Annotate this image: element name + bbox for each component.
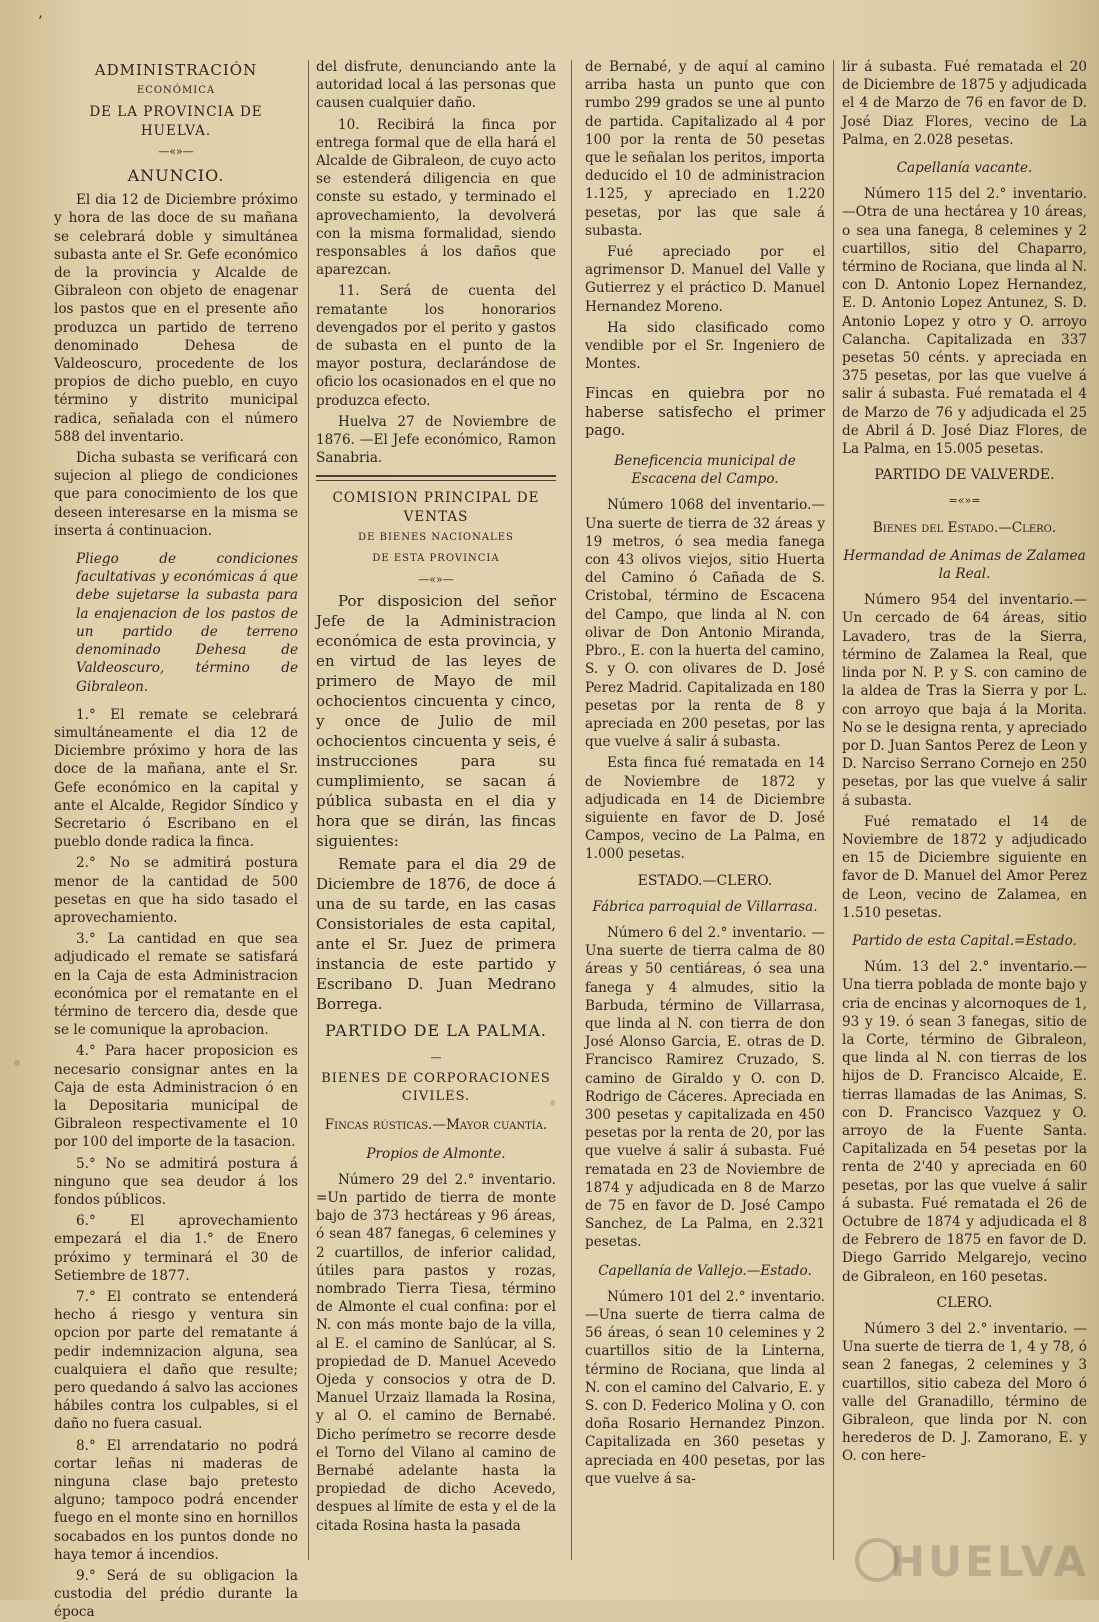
admin-subtitle: ECONÓMICA [136,85,216,97]
paragraph: El dia 12 de Diciembre próximo y hora de las doce de su mañana se celebrará doble y simultánea subasta ante el Sr. Gefe económico de la provincia y Alcalde de Gibraleon con objeto de enagenar los pastos que en el presente año produzca un partido de terreno denominado Dehesa de Valdeoscuro, procedente de los propios de dicho pueblo, en cuyo término y distrito municipal radica, señalada con el número 588 del inventario. [54,192,298,445]
condition: 2.° No se admitirá postura menor de la cantidad de 500 pesetas en que ha sido tasado el aprovechamiento. [54,855,298,926]
comision-subheading: DE ESTA PROVINCIA [372,553,500,565]
partido-heading: PARTIDO DE LA PALMA. [325,1021,547,1041]
paragraph: Esta finca fué rematada en 14 de Noviembre de 1872 y adjudicada en 14 de Diciembre siguiente en favor de D. José Campos, vecino de La Palma, en 1.000 pesetas. [585,755,825,863]
pliego-heading: Pliego de condiciones facultativas y económicas á que debe sujetarse la subasta para la enajenacion de los pastos de un partido de terreno denominado Dehesa de Valdeoscuro, término de Gibraleon. [76,551,298,695]
condition: 5.° No se admitirá postura á ninguno que sea deudor á los fondos públicos. [54,1155,298,1208]
watermark: HUELVA [889,1537,1089,1586]
admin-title: ADMINISTRACIÓN [94,61,258,79]
comision-subheading: DE BIENES NACIONALES [358,531,514,543]
signature: Huelva 27 de Noviembre de 1876. —El Jefe económico, Ramon Sanabria. [316,413,556,467]
ornament: —«»— [418,573,454,587]
hermandad-heading: Hermandad de Animas de Zalamea la Real. [843,547,1086,583]
ornament: —«»— [158,144,194,158]
vacante-heading: Capellanía vacante. [896,160,1033,177]
paragraph: Por disposicion del señor Jefe de la Administracion económica de esta provincia, y en virtud de las leyes de primero de Mayo de mil ochocientos cincuenta y cinco, y once de Julio de mil ochocientos cincuenta y seis, é instrucciones para su cumplimiento, se sacan á pública subasta en el dia y hora que se dirán, las fincas siguientes: [316,592,556,851]
paragraph: Ha sido clasificado como vendible por el Sr. Ingeniero de Montes. [585,319,825,373]
condition: 8.° El arrendatario no podrá cortar leñas ni maderas de ninguna clase bajo pretesto alguno; tampoco podrá encender fuego en el monte sino en hornillos socabados en los puntos donde no haya temor á incendios. [54,1437,298,1563]
paragraph: Número 101 del 2.° inventario.—Una suerte de tierra calma de 56 áreas, ó sean 10 celemines y 2 cuartillos sitio de la Linterna, término de Rociana, que linda al N. con el camino del Calvario, E. y S. con D. Federico Molina y O. con doña Rosario Hernandez Pinzon. Capitalizada en 360 pesetas y apreciada en 400 pesetas, por las que vuelve á sa- [585,1288,825,1487]
condition: 7.° El contrato se entenderá hecho á riesgo y ventura sin opcion por parte del rematante á pedir indemnizacion alguna, sea cualquiera el daño que resulte; pero quedando á salvo las acciones hábiles contra los culpables, si el daño no fuera casual. [54,1289,298,1433]
admin-province: DE LA PROVINCIA DE HUELVA. [89,104,263,139]
condition: 11. Será de cuenta del rematante los honorarios devengados por el perito y gastos de subasta en el punto de la mayor postura, declarándose de oficio los ocasionados en el que no produzca efecto. [316,283,556,409]
paragraph: Número 954 del inventario.— Un cercado de 64 áreas, sitio Lavadero, tras de la Sierra, término de Zalamea la Real, que linda por N. P. y S. con camino de la aldea de Tras la Sierra y por L. con arroyo que baja á la Morita. No se le designa renta, y apreciado por D. Juan Santos Perez de Leon y D. Narciso Serrano Cornejo en 250 pesetas, por las que vuelve á salir á subasta. [842,592,1087,809]
column-divider [308,60,309,1560]
dash: — [430,1050,442,1064]
capellania-heading: Capellanía de Vallejo.—Estado. [598,1262,812,1279]
clero-heading: CLERO. [936,1294,993,1311]
condition: 3.° La cantidad en que sea adjudicado el remate se satisfará en la Caja de esta Administracion económica por el rematante en el término de tercero dia, desde que se le comunique la aprobacion. [54,931,298,1039]
valverde-heading: PARTIDO DE VALVERDE. [874,467,1055,484]
paragraph: Número 29 del 2.° inventario. =Un partido de tierra de monte bajo de 373 hectáreas y 96 áreas, ó sean 487 fanegas, 6 celemines y 2 cuartillos, de inferior calidad, útiles para pastos y rozas, nombrado Tierra Tiesa, término de Almonte el cual confina: por el N. con más monte bajo de la villa, al E. el camino de Sanlúcar, al S. propiedad de D. Manuel Acevedo Ojeda y consocios y otra de D. Manuel Urzaiz llamada la Rosina, y al O. el camino de Bernabé. Dicho perímetro se recorre desde el Torno del Vilano al camino de Bernabé adelante hasta la propiedad de dicho Acevedo, despues al límite de esta y el de la citada Rosina hasta la pasada [316,1171,556,1534]
ink-spot [14,1060,20,1066]
propios-heading: Propios de Almonte. [366,1145,506,1162]
paragraph: Dicha subasta se verificará con sujecion al pliego de condiciones que para conocimiento de los que deseen interesarse en la misma se inserta á continuacion. [54,450,298,539]
fincas-heading: Fincas rústicas.—Mayor cuantía. [324,1117,548,1134]
anuncio-heading: ANUNCIO. [127,166,225,186]
column-4 [842,58,1087,1580]
paragraph: Fué apreciado por el agrimensor D. Manuel del Valle y Gutierrez y el práctico D. Manuel Hernandez Moreno. [585,244,825,315]
condition: 1.° El remate se celebrará simultáneamente el dia 12 de Diciembre próximo y hora de las doce de la mañana, ante el Sr. Gefe económico en la capital y ante el Alcalde, Regidor Síndico y Secretario ó Escribano en el pueblo donde radica la finca. [54,706,298,851]
capital-heading: Partido de esta Capital.=Estado. [852,932,1077,949]
paragraph: Núm. 13 del 2.° inventario.— Una tierra poblada de monte bajo y cria de encinas y alcornoques de 1, 93 y 19. ó sean 3 fanegas, sitio de la Corte, término de Gibraleon, que linda al N. con tierras de los hijos de D. Francisco Alcaide, E. tierras llamadas de las Animas, S. con D. Francisco Vazquez y O. arroyo de la Fuente Santa. Capitalizada en 54 pesetas por la renta de 2'40 y apreciada en 60 pesetas, por las que vuelve á salir á subasta. Fué rematada el 26 de Octubre de 1874 y adjudicada el 8 de Febrero de 1875 en favor de D. Diego Garrido Melgarejo, vecino de Gibraleon, en 160 pesetas. [842,959,1088,1285]
estado-heading: ESTADO.—CLERO. [637,872,773,889]
comision-heading: COMISION PRINCIPAL DE VENTAS [332,490,540,525]
paragraph: lir á subasta. Fué rematada el 20 de Diciembre de 1875 y adjudicada el 4 de Marzo de 76 en favor de D. José Diaz Flores, vecino de La Palma, en 2.028 pesetas. [842,59,1087,148]
quiebra-heading: Fincas en quiebra por no haberse satisfecho el primer pago. [585,386,825,439]
paragraph: Número 3 del 2.° inventario. —Una suerte de tierra de 1, 4 y 78, ó sean 2 fanegas, 2 celemines y 3 cuartillos, sitio cabeza del Moro ó valle del Granadillo, término de Gibraleon, que linda por N. con herederos de D. J. Zamorano, E. y O. con here- [842,1321,1087,1465]
bienes-heading: Bienes del Estado.—Clero. [872,519,1057,536]
column-divider [833,60,834,1560]
column-divider [571,60,572,1560]
beneficencia-heading: Beneficencia municipal de Escacena del Campo. [614,453,796,488]
column-1 [54,58,298,1621]
condition: 10. Recibirá la finca por entrega formal que de ella hará el Alcalde de Gibraleon, de cuyo acto se estenderá diligencia en que conste su estado, y terminado el aprovechamiento, la devolverá con la misma formalidad, siendo responsables á los daños que aparezcan. [316,116,556,279]
paragraph: Fué rematado el 14 de Noviembre de 1872 y adjudicado en 15 de Diciembre siguiente en favor de D. Manuel del Amor Perez de Leon, vecino de Zalamea, en 1.510 pesetas. [842,813,1087,921]
column-2 [316,58,556,1580]
paragraph: de Bernabé, y de aquí al camino arriba hasta un punto que con rumbo 299 grados se une al punto de partida. Capitalizado al 4 por 100 por la renta de 50 pesetas que le señalan los peritos, importa deducido el 10 de administracion 1.125, y apreciado en 1.220 pesetas, por las que sale á subasta. [585,59,825,239]
section-rule [316,475,556,481]
paragraph: Número 1068 del inventario.— Una suerte de tierra de 32 áreas y 19 metros, ó sea media fanega con 43 olivos viejos, sitio Huerta del Camino ó Cañada de S. Cristobal, término de Escacena del Campo, que linda al N. con olivar de Don Antonio Miranda, Pbro., E. con la huerta del camino, S. y O. con olivares de D. José Perez Madrid. Capitalizada en 180 pesetas por la renta de 8 y apreciada en 200 pesetas, por las que vuelve á salir á subasta. [585,497,825,751]
condition: 9.° Será de su obligacion la custodia del prédio durante la época [54,1568,298,1621]
paragraph: del disfrute, denunciando ante la autoridad local á las personas que causen cualquier daño. [316,59,556,112]
paragraph: Número 6 del 2.° inventario. —Una suerte de tierra calma de 80 áreas y 50 centiáreas, ó sea una fanega y 4 almudes, sitio la Barbuda, término de Villarrasa, que linda al N. con tierra de don José Alonso Garcia, E. otras de D. Francisco Ramirez Cruzado, S. camino de Giraldo y O. con D. Rodrigo de Cáceres. Apreciada en 300 pesetas y capitalizada en 450 pesetas por la renta de 20, por las que vuelve á salir á subasta. Fué rematada en 23 de Noviembre de 1874 y adjudicada en 8 de Marzo de 75 en favor de D. José Campo Sanchez, de La Palma, en 2.321 pesetas. [585,924,825,1251]
bienes-heading: BIENES DE CORPORACIONES CIVILES. [321,1070,551,1105]
ornament: =«»= [948,494,981,508]
condition: 4.° Para hacer proposicion es necesario consignar antes en la Caja de esta Administracion ó en la Depositaria municipal de Gibraleon respectivamente el 10 por 100 del importe de la tasacion. [54,1043,298,1151]
paragraph: Número 115 del 2.° inventario. —Otra de una hectárea y 10 áreas, o sea una fanega, 8 celemines y 2 cuartillos, sitio del Chaparro, término de Rociana, que linda al N. con D. Antonio Lopez Hernandez, E. D. Antonio Lopez Antunez, S. D. Antonio Lopez y otro y O. arroyo Calancha. Capitalizada en 337 pesetas 50 cénts. y apreciada en 375 pesetas, por las que vuelve á salir á subasta. Fué rematada el 4 de Marzo de 76 y adjudicada el 25 de Abril á D. José Diaz Flores, de La Palma, en 15.005 pesetas. [842,186,1087,458]
condition: 6.° El aprovechamiento empezará el dia 1.° de Enero próximo y terminará el 30 de Setiembre de 1877. [54,1213,298,1284]
paragraph: Remate para el dia 29 de Diciembre de 1876, de doce á una de su tarde, en las casas Consistoriales de esta capital, ante el Sr. Juez de primera instancia de este partido y Escribano D. Juan Medrano Borrega. [316,855,556,1014]
column-3 [585,58,825,1580]
fabrica-heading: Fábrica parroquial de Villarrasa. [592,898,818,915]
page-corner-mark: ’ [38,14,43,30]
